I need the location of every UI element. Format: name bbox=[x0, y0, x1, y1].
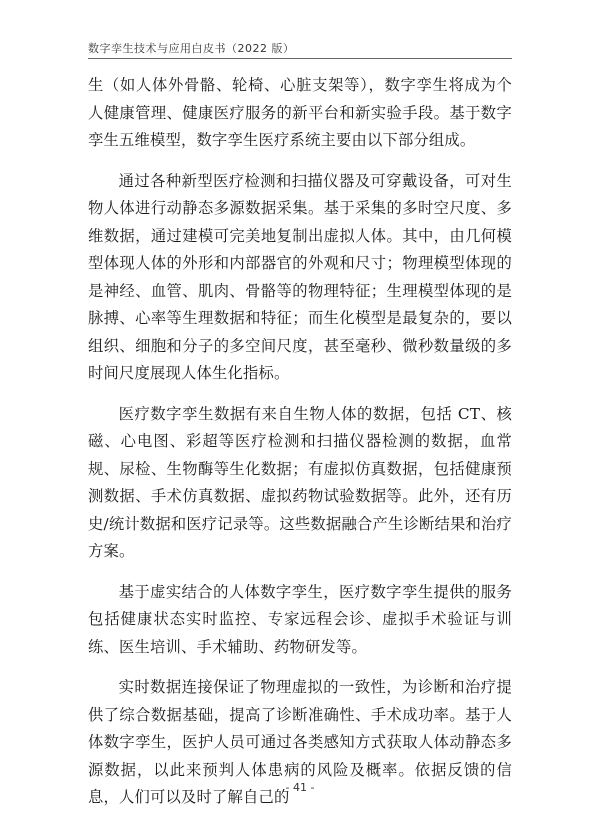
paragraph-services: 基于虚实结合的人体数字孪生，医疗数字孪生提供的服务包括健康状态实时监控、专家远程会诊、虚拟手术验证与训练、医生培训、手术辅助、药物研发等。 bbox=[88, 582, 512, 656]
running-header: 数字孪生技术与应用白皮书（2022 版） bbox=[88, 42, 295, 55]
paragraph-data-sources: 医疗数字孪生数据有来自生物人体的数据，包括 CT、核磁、心电图、彩超等医疗检测和扫描仪器检测的数据，血常规、尿检、生物酶等生化数据；有虚拟仿真数据，包括健康预测数据、手术仿真数据、虚拟药物试验数据等。此外，还有历史/统计数据和医疗记录等。这些数据融合产生诊断结果和治疗方案。 bbox=[88, 404, 512, 560]
paragraph-data-collection: 通过各种新型医疗检测和扫描仪器及可穿戴设备，可对生物人体进行动静态多源数据采集。基于采集的多时空尺度、多维数据，通过建模可完美地复制出虚拟人体。其中，由几何模型体现人体的外形和内部器官的外观和尺寸；物理模型体现的是神经、血管、肌肉、骨骼等的物理特征；生理模型体现的是脉搏、心率等生理数据和特征；而生化模型是最复杂的，要以组织、细胞和分子的多空间尺度，甚至毫秒、微秒数量级的多时间尺度展现人体生化指标。 bbox=[88, 171, 512, 382]
paragraph-realtime-connection: 实时数据连接保证了物理虚拟的一致性，为诊断和治疗提供了综合数据基础，提高了诊断准确性、手术成功率。基于人体数字孪生，医护人员可通过各类感知方式获取人体动静态多源数据，以此来预判人体患病的风险及概率。依据反馈的信息，人们可以及时了解自己的 bbox=[88, 678, 512, 806]
paragraph-continuation: 生（如人体外骨骼、轮椅、心脏支架等），数字孪生将成为个人健康管理、健康医疗服务的新平台和新实验手段。基于数字孪生五维模型，数字孪生医疗系统主要由以下部分组成。 bbox=[88, 76, 512, 149]
page-number: - 41 - bbox=[285, 781, 315, 794]
document-body bbox=[88, 72, 512, 825]
header-divider bbox=[88, 58, 512, 59]
